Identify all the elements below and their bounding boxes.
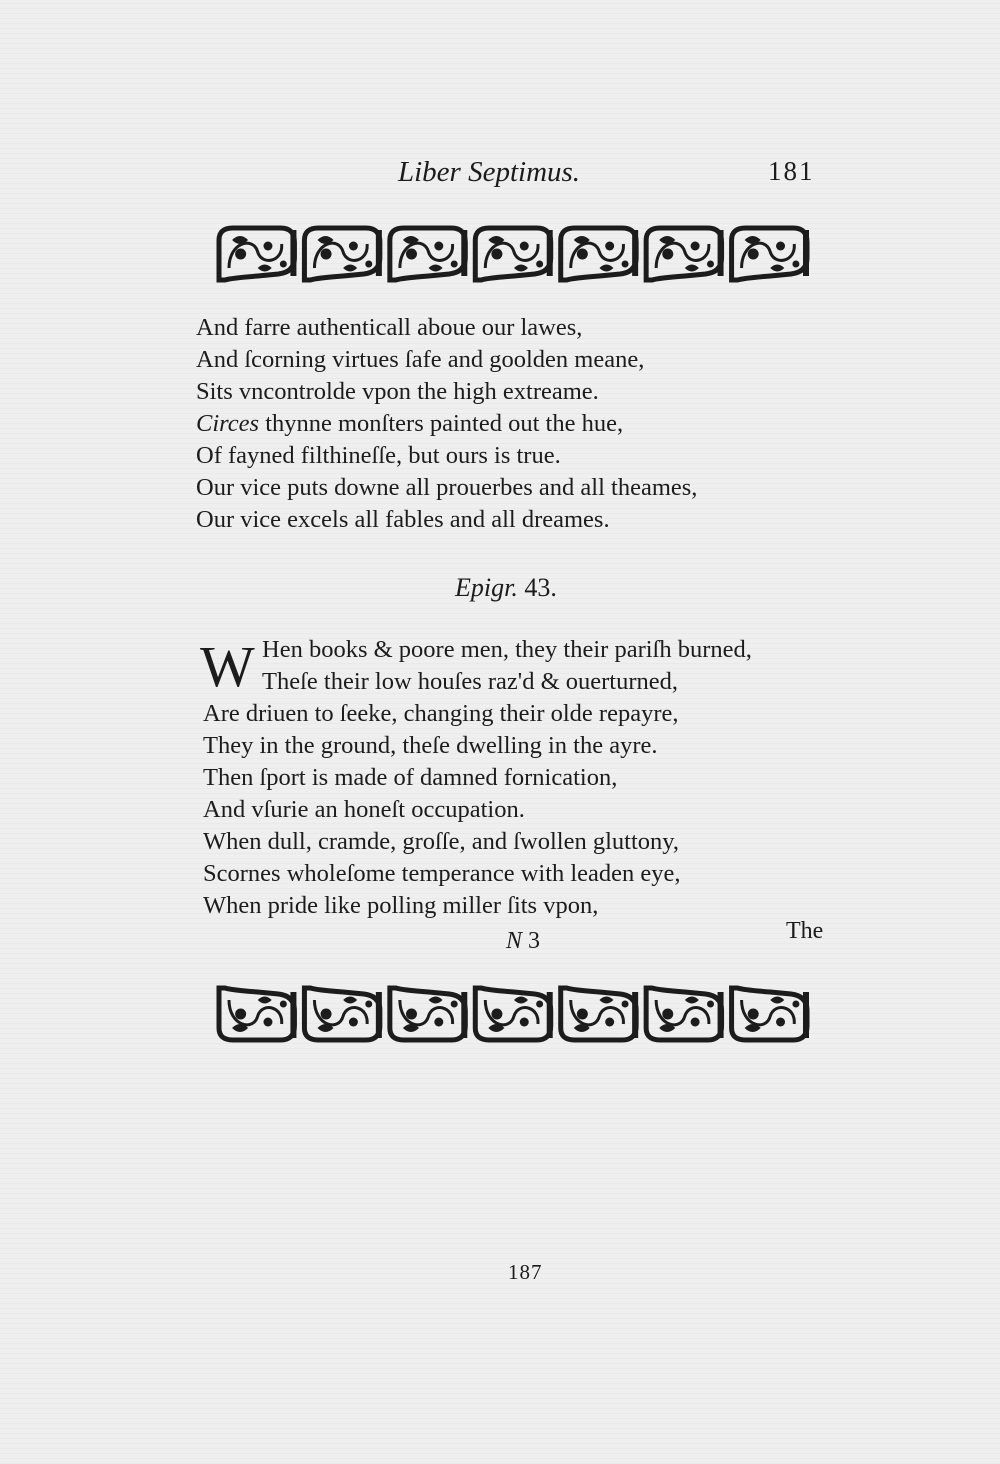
verse-line: Hen books & poore men, they their pariſh burned, [262, 636, 752, 663]
ornament-unit [561, 988, 638, 1040]
ornament-unit [219, 228, 296, 280]
verse-line-rest: thynne monſters painted out the hue, [265, 410, 624, 437]
ornament-unit [390, 228, 467, 280]
verse-line: And ſcorning virtues ſafe and goolden meane, [196, 346, 645, 373]
ornament-unit [304, 988, 381, 1040]
signature-number: 3 [528, 928, 541, 954]
signature-letter: N [506, 928, 523, 954]
running-head [0, 156, 1000, 196]
verse-line: Scornes wholeſome temperance with leaden eye, [203, 860, 681, 887]
verse-line: When dull, cramde, groſſe, and ſwollen gluttony, [203, 828, 680, 855]
ornament-unit [390, 988, 467, 1040]
running-head-title: Liber Septimus. [398, 156, 581, 188]
epigram-number: 43. [524, 573, 557, 602]
ornamental-band-top [215, 222, 813, 284]
ornament-unit [475, 988, 552, 1040]
running-head-page-number: 181 [768, 156, 815, 186]
verse-stanza-1 [196, 312, 697, 536]
verse-line: They in the ground, theſe dwelling in the ayre. [203, 732, 658, 759]
verse-stanza-2 [203, 634, 752, 922]
epigram-heading [455, 573, 557, 603]
ornamental-band-bottom [215, 984, 813, 1046]
verse-line: Our vice excels all fables and all dreames. [196, 506, 610, 533]
ornament-unit [304, 228, 381, 280]
ornament-unit [732, 228, 809, 280]
ornament-unit [646, 988, 723, 1040]
ornament-top-svg [215, 222, 813, 284]
verse-line: Sits vncontrolde vpon the high extreame. [196, 378, 599, 405]
ornament-unit [646, 228, 723, 280]
catchword: The [786, 918, 824, 944]
ornament-unit [732, 988, 809, 1040]
footer-page-number: 187 [508, 1260, 543, 1284]
verse-line: And vſurie an honeſt occupation. [203, 796, 525, 823]
signature-mark [506, 928, 540, 955]
verse-line-with-italic [196, 408, 697, 440]
verse-line: Theſe their low houſes raz'd & ouerturned, [262, 668, 679, 695]
epigram-label: Epigr. [455, 573, 518, 602]
ornament-unit [219, 988, 296, 1040]
italic-name-circes: Circes [196, 410, 260, 437]
drop-cap: W [200, 634, 255, 699]
ornament-unit [475, 228, 552, 280]
verse-line: Are driuen to ſeeke, changing their olde repayre, [203, 700, 679, 727]
verse-line: When pride like polling miller ſits vpon, [203, 892, 599, 919]
ornament-unit [561, 228, 638, 280]
verse-line: Our vice puts downe all prouerbes and all theames, [196, 474, 698, 501]
ornament-bottom-svg [215, 984, 813, 1046]
verse-line: Then ſport is made of damned fornication, [203, 764, 618, 791]
verse-line: And farre authenticall aboue our lawes, [196, 314, 583, 341]
verse-line: Of fayned filthineſſe, but ours is true. [196, 442, 561, 469]
